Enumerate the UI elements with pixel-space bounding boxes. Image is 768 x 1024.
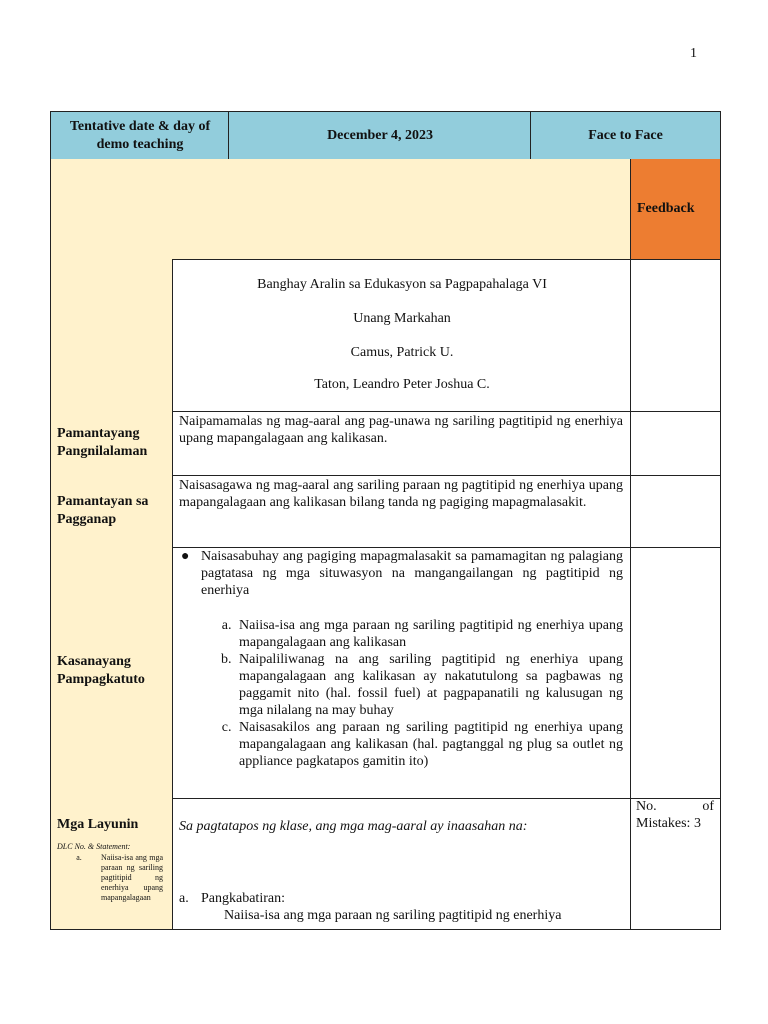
label-kasanayang-pampagkatuto: Kasanayang Pampagkatuto [50,547,173,799]
header-date-value: December 4, 2023 [228,111,531,160]
text-pamantayan-sa-pagganap: Naisasagawa ng mag-aaral ang sariling paraan ng pagtitipid ng enerhiya upang mapangalagaan ang kalikasan bilang tanda ng pagiging mapagmalasakit. [172,475,631,548]
dlc-marker: a. [76,853,82,862]
label-cell-mga-layunin [50,798,173,930]
feedback-mistakes: No. of Mistakes: 3 [630,798,721,930]
text-cell-mga-layunin [172,798,631,930]
feedback-cell-kasanayan [630,547,721,799]
objective-marker: a. [179,891,189,906]
list-item: a. Naiisa-isa ang mga paraan ng sariling pagtitipid ng enerhiya upang mapangalagaan ang kalikasan [235,617,623,651]
competency-list [173,617,623,770]
dlc-statement [57,853,173,903]
label-pamantayan-sa-pagganap: Pamantayan sa Pagganap [50,475,173,548]
feedback-cell-pagganap [630,475,721,548]
objectives-intro: Sa pagtatapos ng klase, ang mga mag-aaral ay inaasahan na: [179,819,528,834]
page-number: 1 [690,46,697,61]
list-item: c. Naisasakilos ang paraan ng sariling pagtitipid ng enerhiya upang mapangalagaan ang kalikasan (hal. pagtanggal ng plug sa outlet ng appliance pagkatapos gamitin ito) [235,719,623,770]
objective-label: Pangkabatiran: [201,891,285,906]
dlc-label: DLC No. & Statement: [57,842,131,851]
feedback-cell-title [630,259,721,412]
label-mga-layunin: Mga Layunin [57,817,139,832]
dlc-text: Naiisa-isa ang mga paraan ng sariling pagtitipid ng enerhiya upang mapangalagaan [101,853,163,902]
header-mode: Face to Face [530,111,721,160]
plan-author-2: Taton, Leandro Peter Joshua C. [314,377,490,392]
list-item: b. Naipaliliwanag na ang sariling pagtitipid ng enerhiya upang mapangalagaan ang kalikasan ay nakatutulong sa pagbawas ng paggamit nito (hal. fossil fuel) at pagpapanatili ng kalusugan ng mga nilalang na may buhay [235,651,623,719]
bullet-icon: ● [181,549,190,564]
feedback-header: Feedback [630,159,721,260]
plan-quarter: Unang Markahan [353,311,451,326]
plan-title: Banghay Aralin sa Edukasyon sa Pagpapahalaga VI [257,277,547,292]
title-label-cell [50,259,173,412]
header-date-label: Tentative date & day of demo teaching [50,111,229,160]
text-kasanayang-pampagkatuto [172,547,631,799]
competency-bullet [173,548,623,599]
plan-author-1: Camus, Patrick U. [350,345,454,360]
objective-text: Naiisa-isa ang mga paraan ng sariling pagtitipid ng enerhiya [224,908,562,923]
text-pamantayang-pangnilalaman: Naipamamalas ng mag-aaral ang pag-unawa ng sariling pagtitipid ng enerhiya upang mapangalagaan ang kalikasan. [172,411,631,476]
feedback-cell-pangnilalaman [630,411,721,476]
plan-title-cell [172,259,631,412]
banner-cell [50,159,631,260]
objective-pangkabatiran [179,890,623,907]
competency-main: Naisasabuhay ang pagiging mapagmalasakit sa pamamagitan ng palagiang pagtatasa ng mga situwasyon na mangangailangan ng pagtitipid ng enerhiya [201,549,623,598]
label-pamantayang-pangnilalaman: Pamantayang Pangnilalaman [50,411,173,476]
